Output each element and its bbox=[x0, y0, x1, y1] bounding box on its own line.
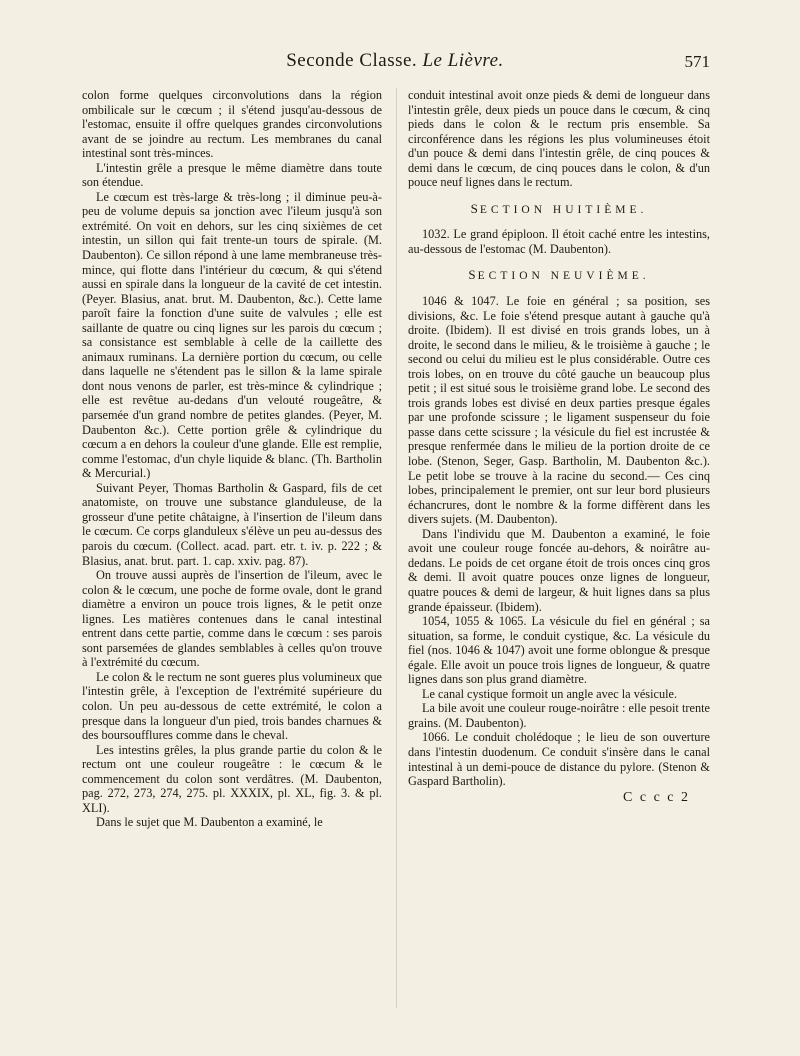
paragraph: colon forme quelques circonvolutions dans la région ombilicale sur le cœcum ; il s'étend jusqu'au-dessous de l'estomac, ensuite il offre quelques grandes circonvolutions avant de se joindre au rectum. Les membranes du canal intestinal sont très-minces. bbox=[82, 88, 382, 161]
section-heading-nine: SECTION NEUVIÈME. bbox=[468, 267, 650, 283]
paragraph: 1054, 1055 & 1065. La vésicule du fiel en général ; sa situation, sa forme, le conduit cystique, &c. La vésicule du fiel (nos. 1046 & 1047) avoit une forme oblongue & presque égale. Elle avoit un pouce trois lignes de longueur, & quatre lignes dans son plus grand diamètre. bbox=[408, 614, 710, 687]
page-header bbox=[80, 50, 710, 84]
running-head bbox=[80, 50, 710, 72]
paragraph: Les intestins grêles, la plus grande partie du colon & le rectum ont une couleur rougeâtre : le cœcum & le commencement du colon sont verdâtres. (M. Daubenton, pag. 272, 273, 274, 275. pl. XXXIX, pl. XL, fig. 3. & pl. XLI). bbox=[82, 742, 382, 815]
paragraph: 1032. Le grand épiploon. Il étoit caché entre les intestins, au-dessous de l'estomac (M. Daubenton). bbox=[408, 227, 710, 256]
paragraph: Le cœcum est très-large & très-long ; il diminue peu-à-peu de volume depuis sa jonction avec l'ileum jusqu'à son extrémité. On voit en dehors, sur les cinq sixièmes de cet intestin, un sillon qui fait trente-un tours de spirale. (M. Daubenton). Ce sillon répond à une lame membraneuse très-mince, qui flotte dans l'intérieur du cœcum, & qui s'étend aussi en spirale dans la longueur de la cavité de cet intestin. (Peyer. Blasius, anat. brut. M. Daubenton, &c.). Cette lame paroît faire la fonction d'une suite de valvules ; elle est saillante de quatre ou cinq lignes sur les parois du cœcum ; sa consistance est semblable à celle de la caillette des animaux ruminans. La dernière portion du cœcum, ou celle dans laquelle ne s'étendent pas le sillon & la lame spirale dont nous venons de parler, est très-mince & cylindrique ; elle est revêtue au-dedans d'un velouté rougeâtre, & parsemée d'un grand nombre de petites glandes. (Peyer, M. Daubenton &c.). Cette portion grêle & cylindrique du cœcum a en dehors la couleur d'une glande. Elle est remplie, comme l'estomac, d'un chyle liquide & blanc. (Th. Bartholin & Mercurial.) bbox=[82, 189, 382, 481]
page-number: 571 bbox=[684, 52, 710, 71]
running-head-animal: Le Lièvre. bbox=[422, 50, 504, 71]
paragraph: La bile avoit une couleur rouge-noirâtre : elle pesoit trente grains. (M. Daubenton). bbox=[408, 701, 710, 730]
paragraph: On trouve aussi auprès de l'insertion de l'ileum, avec le colon & le cœcum, une poche de forme ovale, dont le grand diamètre a environ un pouce trois lignes, & le petit onze lignes. Les matières contenues dans le canal intestinal entrent dans cette partie, comme dans le cœcum : ses parois sont parsemées de glandes semblables à celles qu'on trouve à l'extrémité du cœcum. bbox=[82, 568, 382, 670]
paragraph: conduit intestinal avoit onze pieds & demi de longueur dans l'intestin grêle, deux pieds un pouce dans le cœcum, & cinq pieds dans le colon & le rectum pris ensemble. Sa circonférence dans les régions les plus volumineuses étoit d'un pouce & demi dans l'intestin grêle, de cinq pouces & demi dans le cœcum, de cinq pouces dans le colon, & d'un pouce neuf lignes dans le rectum. bbox=[408, 88, 710, 190]
running-head-class: Seconde Classe. bbox=[286, 50, 423, 71]
signature-mark: C c c c 2 bbox=[623, 789, 690, 805]
paragraph: Le colon & le rectum ne sont gueres plus volumineux que l'intestin grêle, à l'exception de l'extrémité supérieure du colon. Un peu au-dessous de cette extrémité, le colon a presque dans la longueur d'un pied, trois bandes charnues & des boursoufflures comme dans le cheval. bbox=[82, 669, 382, 743]
paragraph: L'intestin grêle a presque le même diamètre dans toute son étendue. bbox=[82, 160, 382, 190]
paragraph: 1046 & 1047. Le foie en général ; sa position, ses divisions, &c. Le foie s'étend presque autant à gauche qu'à droite. (Ibidem). Il est divisé en trois grands lobes, un à droite, le second dans le milieu, & le troisième à gauche ; le second ou celui du milieu est le plus considérable. Outre ces trois lobes, on en trouve du côté gauche un beaucoup plus petit ; il est situé sous le troisième grand lobe. Le second des trois grands lobes est divisé en deux parties presque égales par une profonde scissure ; le ligament suspenseur du foie passe dans cette scissure ; la vésicule du fiel est incrustée & presque renfermée dans le milieu de la portion droite de ce lobe. (Stenon, Seger, Gasp. Bartholin, M. Daubenton &c.). Le petit lobe se trouve à la racine du second.— Ces cinq lobes, principalement le premier, ont sur leur bord plusieurs échancrures, dont le nombre & la forme diffèrent dans les divers sujets. (M. Daubenton). bbox=[408, 294, 710, 527]
left-column bbox=[82, 88, 382, 830]
paragraph: Le canal cystique formoit un angle avec la vésicule. bbox=[422, 686, 678, 701]
column-gutter bbox=[396, 88, 397, 1008]
paragraph: Dans le sujet que M. Daubenton a examiné, le bbox=[96, 815, 323, 830]
paragraph: Suivant Peyer, Thomas Bartholin & Gaspard, fils de cet anatomiste, on trouve une substance glanduleuse, de la grosseur d'une petite châtaigne, à l'insertion de l'ileum dans le cœcum. Ce corps glanduleux s'élève un peu au-dessus des parois du cœcum. (Collect. acad. part. etr. t. iv. p. 222 ; & Blasius, anat. brut. part. 1. cap. xxiv. pag. 87). bbox=[82, 480, 382, 568]
paragraph: Dans l'individu que M. Daubenton a examiné, le foie avoit une couleur rouge foncée au-dehors, & noirâtre au-dedans. Le poids de cet organe étoit de trois onces cinq gros & demi. Il avoit quatre pouces onze lignes de longueur, quatre pouces & demi de largeur, & huit lignes dans sa plus grande épaisseur. (Ibidem). bbox=[408, 526, 710, 614]
paragraph: 1066. Le conduit cholédoque ; le lieu de son ouverture dans l'intestin duodenum. Ce conduit s'insère dans le canal intestinal à un demi-pouce de distance du pylore. (Stenon & Gaspard Bartholin). bbox=[408, 730, 710, 789]
section-heading-eight: SECTION HUITIÈME. bbox=[470, 200, 648, 216]
right-column bbox=[408, 88, 710, 805]
